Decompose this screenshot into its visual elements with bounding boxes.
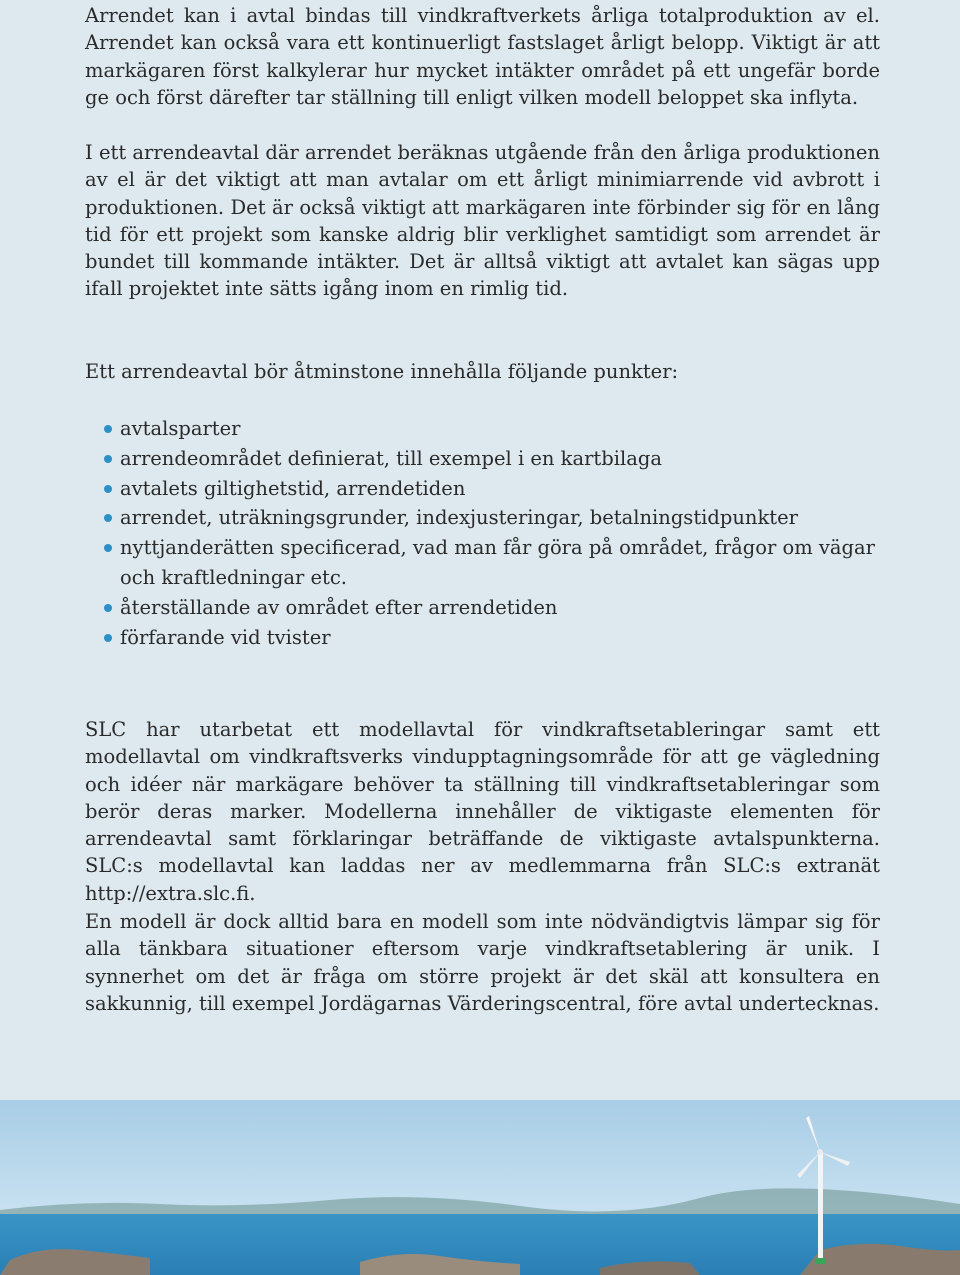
bullet-icon bbox=[104, 514, 112, 522]
list-item-text: arrendeområdet definierat, till exempel i en kartbilaga bbox=[120, 446, 662, 470]
list-item-text: arrendet, uträkningsgrunder, indexjusteringar, betalningstidpunkter bbox=[120, 506, 798, 530]
list-item-text: återställande av området efter arrendetiden bbox=[120, 595, 558, 619]
paragraph-slc-model: SLC har utarbetat ett modellavtal för vindkraftsetableringar samt ett modellavtal om vindkraftsverks vindupptagningsområde för att ge vägledning och idéer när markägare behöver ta ställning till vindkraftsetableringar som berör deras marker. Modellerna innehåller de viktigaste elementen för arrendeavtal samt förklaringar beträffande de viktigaste avtalspunkterna. SLC:s modellavtal kan laddas ner av medlemmarna från SLC:s extranät http://extra.slc.fi. bbox=[85, 718, 880, 905]
list-item bbox=[85, 623, 880, 653]
bullet-icon bbox=[104, 544, 112, 552]
list-item bbox=[85, 474, 880, 504]
list-item bbox=[85, 414, 880, 444]
list-item bbox=[85, 503, 880, 533]
list-item-text: avtalsparter bbox=[120, 417, 241, 440]
list-item bbox=[85, 444, 880, 474]
paragraph-lease-terms: Arrendet kan i avtal bindas till vindkraftverkets årliga totalproduktion av el. Arrendet kan också vara ett kontinuerligt fastslaget årligt belopp. Viktigt är att markägaren först kalkylerar hur mycket intäkter området på ett ungefär borde ge och först därefter tar ställning till enligt vilken modell beloppet ska inflyta. bbox=[85, 4, 880, 109]
list-item bbox=[85, 593, 880, 623]
wind-turbine-sea-photo bbox=[0, 1100, 960, 1275]
paragraph-model-caveat: En modell är dock alltid bara en modell som inte nödvändigtvis lämpar sig för alla tänkbara situationer eftersom varje vindkraftsetablering är unik. I synnerhet om det är fråga om större projekt är det skäl att konsultera en sakkunnig, till exempel Jordägarnas Värderingscentral, före avtal undertecknas. bbox=[85, 910, 880, 1015]
paragraph-list-intro: Ett arrendeavtal bör åtminstone innehålla följande punkter: bbox=[85, 360, 679, 383]
bullet-icon bbox=[104, 485, 112, 493]
bullet-icon bbox=[104, 604, 112, 612]
bullet-icon bbox=[104, 425, 112, 433]
list-item-text: nyttjanderätten specificerad, vad man får göra på området, frågor om vägar och kraftledningar etc. bbox=[120, 536, 875, 589]
lease-points-list bbox=[85, 414, 880, 652]
bullet-icon bbox=[104, 455, 112, 463]
paragraph-minimum-lease: I ett arrendeavtal där arrendet beräknas utgående från den årliga produktionen av el är det viktigt att man avtalar om ett årligt minimiarrende vid avbrott i produktionen. Det är också viktigt att markägaren inte förbinder sig för en lång tid för ett projekt som kanske aldrig blir verklighet samtidigt som arrendet är bundet till kommande intäkter. Det är alltså viktigt att avtalet kan sägas upp ifall projektet inte sätts igång inom en rimlig tid. bbox=[85, 141, 880, 301]
list-item-text: avtalets giltighetstid, arrendetiden bbox=[120, 476, 466, 500]
list-item bbox=[85, 533, 880, 593]
list-item-text: förfarande vid tvister bbox=[120, 625, 331, 649]
bullet-icon bbox=[104, 634, 112, 642]
